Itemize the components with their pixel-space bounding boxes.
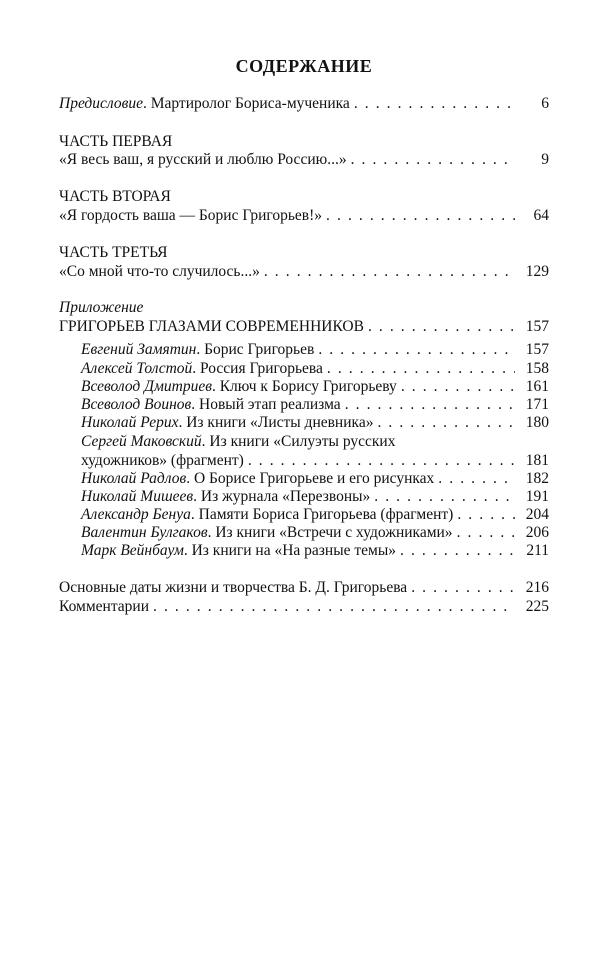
entry-title: «Со мной что-то случилось...» (59, 263, 260, 280)
leader-dots (354, 94, 515, 114)
page-number: 180 (525, 414, 549, 431)
entry-author: Николай Мишеев (81, 488, 194, 505)
appendix-label (59, 298, 143, 318)
leader-dots (264, 262, 515, 282)
leader-dots (411, 578, 515, 598)
toc-subentry[interactable] (81, 523, 549, 543)
entry-author: Сергей Маковский (81, 433, 202, 450)
entry-title: . Борис Григорьев (196, 341, 315, 358)
leader-dots (438, 469, 515, 489)
leader-dots (377, 413, 515, 433)
toc-entry-part-three[interactable] (59, 262, 549, 282)
toc-entry-dates[interactable] (59, 578, 549, 598)
page-number: 171 (525, 396, 549, 413)
entry-author: Валентин Булгаков (81, 524, 208, 541)
page-number: 211 (526, 542, 549, 559)
page-number: 225 (525, 598, 549, 615)
leader-dots (457, 523, 515, 543)
leader-dots (345, 395, 515, 415)
part-one-heading: ЧАСТЬ ПЕРВАЯ (59, 133, 173, 150)
page-title: СОДЕРЖАНИЕ (235, 56, 373, 76)
leader-dots (153, 597, 515, 617)
entry-title: «Я весь ваш, я русский и люблю Россию...» (59, 151, 347, 168)
entry-author: Предисловие (59, 95, 143, 112)
leader-dots (327, 359, 515, 379)
page-number: 6 (541, 95, 549, 112)
entry-title: . Россия Григорьева (192, 360, 323, 377)
toc-subentry-line1[interactable] (81, 432, 395, 452)
toc-subentry[interactable] (81, 340, 549, 360)
leader-dots (351, 150, 515, 170)
page-number: 182 (525, 470, 549, 487)
toc-entry-part-two[interactable] (59, 206, 549, 226)
page-number: 216 (525, 579, 549, 596)
toc-subentry[interactable] (81, 487, 549, 507)
leader-dots (326, 206, 515, 226)
leader-dots (318, 340, 515, 360)
page-number: 204 (525, 506, 549, 523)
page-number: 129 (525, 263, 549, 280)
leader-dots (457, 505, 515, 525)
entry-author: Марк Вейнбаум (81, 542, 184, 559)
toc-subentry[interactable] (81, 413, 549, 433)
entry-author: Николай Радлов (81, 470, 187, 487)
entry-title: «Я гордость ваша — Борис Григорьев!» (59, 207, 323, 224)
entry-title: Основные даты жизни и творчества Б. Д. Григорьева (59, 579, 408, 596)
part-two-heading: ЧАСТЬ ВТОРАЯ (59, 188, 171, 205)
appendix-label-text: Приложение (59, 299, 144, 316)
toc-entry-comments[interactable] (59, 597, 549, 617)
leader-dots (401, 377, 515, 397)
page-number: 157 (525, 341, 549, 358)
leader-dots (374, 487, 515, 507)
toc-subentry[interactable] (81, 359, 549, 379)
page-number: 64 (533, 207, 549, 224)
page-number: 157 (525, 318, 549, 335)
entry-title: . Из журнала «Перезвоны» (193, 488, 371, 505)
entry-title: . Из книги «Силуэты русских (201, 433, 396, 450)
entry-author: Александр Бенуа (81, 506, 191, 523)
page-number: 9 (541, 151, 549, 168)
entry-title-cont: художников» (фрагмент) (81, 452, 244, 469)
entry-title: . Мартиролог Бориса-мученика (142, 95, 350, 112)
entry-author: Всеволод Дмитриев (81, 378, 212, 395)
toc-entry-part-one[interactable] (59, 150, 549, 170)
toc-subentry[interactable] (81, 377, 549, 397)
toc-entry-preface[interactable] (59, 94, 549, 114)
entry-title: . Ключ к Борису Григорьеву (211, 378, 397, 395)
page-number: 161 (525, 378, 549, 395)
entry-title: ГРИГОРЬЕВ ГЛАЗАМИ СОВРЕМЕННИКОВ (59, 318, 364, 335)
part-three-heading: ЧАСТЬ ТРЕТЬЯ (59, 244, 168, 261)
entry-title: . Из книги на «На разные темы» (183, 542, 397, 559)
entry-title: . О Борисе Григорьеве и его рисунках (186, 470, 435, 487)
page-number: 191 (525, 488, 549, 505)
leader-dots (368, 317, 515, 337)
entry-author: Всеволод Воинов (81, 396, 192, 413)
leader-dots (400, 541, 515, 561)
page-number: 181 (525, 452, 549, 469)
toc-subentry[interactable] (81, 395, 549, 415)
toc-subentry[interactable] (81, 541, 549, 561)
entry-title: . Новый этап реализма (191, 396, 341, 413)
entry-title: . Из книги «Листы дневника» (178, 414, 374, 431)
entry-author: Евгений Замятин (81, 341, 197, 358)
toc-subentry[interactable] (81, 505, 549, 525)
leader-dots (248, 451, 515, 471)
entry-author: Алексей Толстой (81, 360, 193, 377)
entry-author: Николай Рерих (81, 414, 179, 431)
toc-subentry[interactable] (81, 469, 549, 489)
entry-title: . Памяти Бориса Григорьева (фрагмент) (190, 506, 454, 523)
entry-title: . Из книги «Встречи с художниками» (207, 524, 453, 541)
entry-title: Комментарии (59, 598, 149, 615)
toc-subentry-line2[interactable] (81, 451, 549, 471)
page-number: 206 (525, 524, 549, 541)
toc-entry-appendix[interactable] (59, 317, 549, 337)
page-number: 158 (525, 360, 549, 377)
